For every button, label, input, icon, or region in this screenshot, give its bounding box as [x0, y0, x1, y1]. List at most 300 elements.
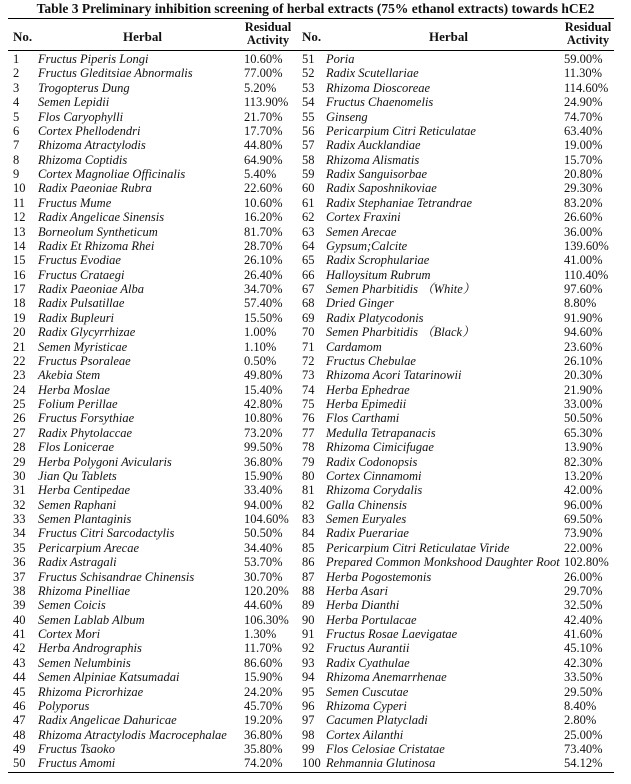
row-number-right: 55: [302, 109, 315, 124]
residual-activity-left: 11.70%: [244, 641, 283, 656]
row-number-left: 13: [13, 224, 26, 239]
residual-activity-left: 57.40%: [244, 296, 283, 311]
row-number-right: 60: [302, 181, 315, 196]
residual-activity-right: 59.00%: [564, 52, 603, 66]
row-number-left: 11: [13, 195, 26, 210]
row-number-right: 84: [302, 526, 315, 541]
residual-activity-left: 94.00%: [244, 497, 283, 512]
row-number-left: 25: [13, 397, 26, 411]
row-number-right: 68: [302, 296, 315, 311]
row-number-right: 93: [302, 655, 315, 670]
residual-activity-right: 69.50%: [564, 512, 603, 526]
row-number-left: 12: [13, 210, 26, 225]
herbal-name-left: Semen Lepidii: [38, 95, 110, 110]
row-number-left: 7: [13, 138, 20, 153]
table-row: [8, 455, 614, 469]
row-number-right: 94: [302, 670, 315, 685]
table-row: [8, 153, 614, 167]
residual-activity-left: 24.20%: [244, 684, 283, 699]
residual-activity-left: 36.80%: [244, 454, 283, 469]
herbal-name-right: Radix Cyathulae: [326, 655, 410, 670]
herbal-name-right: Radix Scutellariae: [326, 66, 419, 81]
row-number-right: 81: [302, 483, 315, 498]
row-number-right: 59: [302, 167, 315, 181]
residual-activity-left: 64.90%: [244, 152, 283, 167]
herbal-name-right: Pericarpium Citri Reticulatae: [326, 123, 476, 138]
herbal-name-left: Radix Phytolaccae: [38, 425, 133, 440]
row-number-left: 24: [13, 382, 26, 397]
table-row: [8, 52, 614, 66]
residual-activity-right: 42.00%: [564, 483, 603, 498]
residual-activity-left: 34.70%: [244, 282, 283, 296]
row-number-left: 9: [13, 167, 20, 181]
herbal-name-right: Fructus Rosae Laevigatae: [326, 627, 458, 641]
row-number-right: 98: [302, 727, 315, 742]
table-row: [8, 239, 614, 253]
residual-activity-right: 26.00%: [564, 569, 603, 584]
residual-activity-right: 42.40%: [564, 612, 603, 627]
row-number-left: 48: [13, 727, 26, 742]
herbal-name-right: Semen Pharbitidis （Black）: [326, 325, 475, 340]
residual-activity-right: 32.50%: [564, 598, 603, 613]
residual-activity-left: 22.60%: [244, 181, 283, 196]
herbal-name-left: Herba Andrographis: [38, 641, 142, 656]
residual-activity-right: 65.30%: [564, 425, 603, 440]
row-number-right: 51: [302, 52, 315, 66]
table-row: [8, 555, 614, 569]
row-number-right: 97: [302, 713, 315, 728]
herbal-name-right: Rhizoma Alismatis: [326, 152, 420, 167]
row-number-left: 2: [13, 66, 20, 81]
herbal-name-right: Radix Aucklandiae: [326, 138, 421, 153]
herbal-name-right: Rhizoma Cimicifugae: [326, 440, 434, 455]
table-row: [8, 253, 614, 267]
residual-activity-left: 1.00%: [244, 325, 277, 340]
row-number-right: 52: [302, 66, 315, 81]
table-row: [8, 699, 614, 713]
herbal-name-right: Rhizoma Anemarrhenae: [326, 670, 447, 685]
herbal-name-left: Flos Caryophylli: [38, 109, 124, 124]
header-herbal-right: Herbal: [429, 29, 468, 44]
residual-activity-left: 104.60%: [244, 512, 289, 526]
row-number-left: 28: [13, 440, 26, 455]
row-number-right: 54: [302, 95, 315, 110]
row-number-left: 10: [13, 181, 26, 196]
herbal-name-left: Radix Paeoniae Alba: [38, 282, 144, 296]
table-row: [8, 627, 614, 641]
row-number-left: 14: [13, 238, 26, 253]
residual-activity-right: 11.30%: [564, 66, 603, 81]
table-row: [8, 541, 614, 555]
herbal-name-left: Cortex Phellodendri: [38, 123, 141, 138]
herbal-name-left: Radix Paeoniae Rubra: [38, 181, 152, 196]
herbal-name-left: Rhizoma Picrorhizae: [38, 684, 144, 699]
herbal-name-left: Semen Nelumbinis: [38, 655, 131, 670]
herbal-name-right: Dried Ginger: [326, 296, 394, 311]
row-number-right: 77: [302, 425, 315, 440]
herbal-name-left: Trogopterus Dung: [38, 80, 130, 95]
table-row: [8, 685, 614, 699]
herbal-name-left: Flos Lonicerae: [38, 440, 115, 455]
herbal-name-left: Semen Raphani: [38, 497, 117, 512]
herbal-name-right: Radix Platycodonis: [326, 310, 424, 325]
herbal-name-right: Rhizoma Acori Tatarinowii: [326, 368, 462, 383]
row-number-right: 91: [302, 627, 315, 641]
herbal-name-right: Herba Asari: [326, 583, 388, 598]
row-number-right: 90: [302, 612, 315, 627]
bottom-rule: [8, 772, 614, 773]
residual-activity-left: 26.10%: [244, 253, 283, 268]
residual-activity-left: 17.70%: [244, 123, 283, 138]
herbal-name-right: Ginseng: [326, 109, 368, 124]
herbal-name-left: Herba Moslae: [38, 382, 110, 397]
herbal-name-right: Rehmannia Glutinosa: [326, 756, 436, 771]
residual-activity-left: 49.80%: [244, 368, 283, 383]
row-number-right: 96: [302, 698, 315, 713]
residual-activity-left: 35.80%: [244, 742, 283, 756]
residual-activity-right: 29.30%: [564, 181, 603, 196]
residual-activity-left: 44.80%: [244, 138, 283, 153]
row-number-right: 86: [302, 555, 315, 570]
table-row: [8, 742, 614, 756]
herbal-name-left: Radix Glycyrrhizae: [38, 325, 136, 340]
table-row: [8, 670, 614, 684]
residual-activity-left: 86.60%: [244, 655, 283, 670]
residual-activity-right: 15.70%: [564, 152, 603, 167]
row-number-left: 41: [13, 627, 26, 641]
row-number-right: 99: [302, 742, 315, 756]
residual-activity-right: 20.80%: [564, 167, 603, 181]
residual-activity-right: 74.70%: [564, 109, 603, 124]
herbal-name-left: Borneolum Syntheticum: [38, 224, 158, 239]
table-row: [8, 225, 614, 239]
residual-activity-left: 16.20%: [244, 210, 283, 225]
row-number-right: 53: [302, 80, 315, 95]
row-number-left: 26: [13, 411, 26, 426]
row-number-left: 37: [13, 569, 26, 584]
residual-activity-right: 8.80%: [564, 296, 597, 311]
residual-activity-left: 34.40%: [244, 540, 283, 555]
residual-activity-right: 41.00%: [564, 253, 603, 268]
row-number-left: 20: [13, 325, 26, 340]
herbal-name-right: Radix Sanguisorbae: [326, 167, 428, 181]
residual-activity-left: 44.60%: [244, 598, 283, 613]
row-number-left: 3: [13, 80, 20, 95]
row-number-right: 85: [302, 540, 315, 555]
row-number-left: 18: [13, 296, 26, 311]
herbal-name-left: Fructus Psoraleae: [38, 353, 131, 368]
table-row: [8, 167, 614, 181]
residual-activity-right: 83.20%: [564, 195, 603, 210]
residual-activity-left: 74.20%: [244, 756, 283, 771]
table-row: [8, 354, 614, 368]
table-row: [8, 426, 614, 440]
herbal-name-left: Fructus Evodiae: [38, 253, 121, 268]
table-row: [8, 397, 614, 411]
residual-activity-left: 0.50%: [244, 353, 277, 368]
residual-activity-left: 73.20%: [244, 425, 283, 440]
header-rule: [8, 50, 614, 51]
table-row: [8, 728, 614, 742]
header-no-right: No.: [302, 29, 322, 44]
herbal-name-left: Semen Alpiniae Katsumadai: [38, 670, 180, 685]
table-row: [8, 411, 614, 425]
residual-activity-left: 10.60%: [244, 52, 283, 66]
residual-activity-right: 19.00%: [564, 138, 603, 153]
row-number-left: 5: [13, 109, 20, 124]
residual-activity-right: 33.00%: [564, 397, 603, 411]
row-number-right: 100: [302, 756, 321, 771]
row-number-right: 89: [302, 598, 315, 613]
row-number-left: 29: [13, 454, 26, 469]
herbal-name-left: Fructus Citri Sarcodactylis: [38, 526, 175, 541]
residual-activity-right: 2.80%: [564, 713, 597, 728]
row-number-left: 44: [13, 670, 26, 685]
header-residual-activity-right: [558, 21, 618, 47]
herbal-name-left: Fructus Gleditsiae Abnormalis: [38, 66, 193, 81]
residual-activity-right: 33.50%: [564, 670, 603, 685]
residual-activity-left: 77.00%: [244, 66, 283, 81]
residual-activity-right: 42.30%: [564, 655, 603, 670]
row-number-left: 22: [13, 353, 26, 368]
residual-activity-right: 26.60%: [564, 210, 603, 225]
table-row: [8, 584, 614, 598]
residual-activity-left: 5.40%: [244, 167, 277, 181]
table-row: [8, 210, 614, 224]
residual-activity-left: 120.20%: [244, 583, 289, 598]
herbal-name-left: Folium Perillae: [38, 397, 118, 411]
herbal-name-left: Jian Qu Tablets: [38, 468, 117, 483]
residual-activity-right: 97.60%: [564, 282, 603, 296]
residual-activity-right: 73.40%: [564, 742, 603, 756]
herbal-name-left: Herba Polygoni Avicularis: [38, 454, 172, 469]
table-row: [8, 196, 614, 210]
herbal-name-left: Radix Astragali: [38, 555, 117, 570]
row-number-left: 36: [13, 555, 26, 570]
herbal-name-right: Medulla Tetrapanacis: [326, 425, 436, 440]
row-number-left: 34: [13, 526, 26, 541]
table-row: [8, 641, 614, 655]
table-row: [8, 81, 614, 95]
herbal-name-right: Flos Carthami: [326, 411, 400, 426]
herbal-name-right: Cortex Cinnamomi: [326, 468, 422, 483]
table-row: [8, 340, 614, 354]
row-number-right: 69: [302, 310, 315, 325]
row-number-right: 75: [302, 397, 315, 411]
table-row: [8, 282, 614, 296]
residual-activity-right: 63.40%: [564, 123, 603, 138]
table-row: [8, 498, 614, 512]
residual-activity-left: 21.70%: [244, 109, 283, 124]
herbal-name-right: Herba Dianthi: [326, 598, 400, 613]
row-number-left: 23: [13, 368, 26, 383]
herbal-name-right: Cortex Ailanthi: [326, 727, 404, 742]
herbal-name-left: Fructus Forsythiae: [38, 411, 135, 426]
row-number-left: 49: [13, 742, 26, 756]
row-number-right: 82: [302, 497, 315, 512]
residual-activity-left: 36.80%: [244, 727, 283, 742]
herbal-name-left: Fructus Mume: [38, 195, 112, 210]
herbal-name-left: Rhizoma Pinelliae: [38, 583, 130, 598]
row-number-left: 15: [13, 253, 26, 268]
herbal-name-right: Rhizoma Dioscoreae: [326, 80, 431, 95]
herbal-name-left: Rhizoma Coptidis: [38, 152, 128, 167]
row-number-left: 46: [13, 698, 26, 713]
herbal-name-right: Semen Arecae: [326, 224, 397, 239]
row-number-left: 16: [13, 267, 26, 282]
table-row: [8, 756, 614, 770]
residual-activity-right: 29.70%: [564, 583, 603, 598]
row-number-left: 39: [13, 598, 26, 613]
row-number-left: 6: [13, 123, 20, 138]
table-row: [8, 469, 614, 483]
residual-activity-right: 91.90%: [564, 310, 603, 325]
herbal-name-left: Herba Centipedae: [38, 483, 130, 498]
residual-activity-left: 99.50%: [244, 440, 283, 455]
residual-activity-left: 10.60%: [244, 195, 283, 210]
residual-activity-right: 25.00%: [564, 727, 603, 742]
residual-activity-right: 23.60%: [564, 339, 603, 354]
table-row: [8, 268, 614, 282]
row-number-right: 71: [302, 339, 315, 354]
residual-activity-right: 24.90%: [564, 95, 603, 110]
table-row: [8, 296, 614, 310]
herbal-name-right: Radix Puerariae: [326, 526, 409, 541]
row-number-right: 66: [302, 267, 315, 282]
herbal-name-right: Herba Epimedii: [326, 397, 407, 411]
row-number-left: 8: [13, 152, 20, 167]
herbal-name-right: Fructus Aurantii: [326, 641, 410, 656]
row-number-right: 74: [302, 382, 315, 397]
table-row: [8, 181, 614, 195]
herbal-name-left: Semen Myristicae: [38, 339, 128, 354]
herbal-name-left: Rhizoma Atractylodis: [38, 138, 146, 153]
herbal-name-right: Poria: [326, 52, 355, 66]
row-number-left: 27: [13, 425, 26, 440]
table-row: [8, 124, 614, 138]
table-row: [8, 526, 614, 540]
herbal-name-right: Herba Ephedrae: [326, 382, 410, 397]
table-row: [8, 368, 614, 382]
residual-activity-right: 73.90%: [564, 526, 603, 541]
residual-activity-right: 110.40%: [564, 267, 609, 282]
herbal-name-left: Pericarpium Arecae: [38, 540, 140, 555]
table-row: [8, 325, 614, 339]
herbal-name-right: Herba Pogostemonis: [326, 569, 432, 584]
residual-activity-left: 15.40%: [244, 382, 283, 397]
row-number-right: 58: [302, 152, 315, 167]
header-residual-label: Residual: [564, 20, 612, 34]
top-rule: [8, 18, 614, 19]
row-number-left: 42: [13, 641, 26, 656]
residual-activity-right: 20.30%: [564, 368, 603, 383]
row-number-right: 61: [302, 195, 315, 210]
row-number-right: 95: [302, 684, 315, 699]
row-number-left: 35: [13, 540, 26, 555]
row-number-right: 70: [302, 325, 315, 340]
herbal-name-left: Fructus Crataegi: [38, 267, 125, 282]
herbal-name-right: Radix Scrophulariae: [326, 253, 430, 268]
table-row: [8, 613, 614, 627]
residual-activity-left: 26.40%: [244, 267, 283, 282]
header-herbal-left: Herbal: [123, 29, 162, 44]
row-number-left: 50: [13, 756, 26, 771]
table-title: Table 3 Preliminary inhibition screening of herbal extracts (75% ethanol extracts) towards hCE2: [36, 1, 595, 16]
residual-activity-left: 106.30%: [244, 612, 289, 627]
row-number-right: 88: [302, 583, 315, 598]
row-number-left: 47: [13, 713, 26, 728]
residual-activity-right: 96.00%: [564, 497, 603, 512]
row-number-right: 67: [302, 282, 315, 296]
residual-activity-right: 8.40%: [564, 698, 597, 713]
row-number-right: 80: [302, 468, 315, 483]
herbal-name-right: Herba Portulacae: [326, 612, 417, 627]
residual-activity-left: 15.90%: [244, 468, 283, 483]
row-number-left: 1: [13, 52, 20, 66]
herbal-name-left: Akebia Stem: [38, 368, 101, 383]
table-body: [8, 52, 614, 771]
table-row: [8, 440, 614, 454]
herbal-name-left: Fructus Piperis Longi: [38, 52, 149, 66]
residual-activity-left: 5.20%: [244, 80, 277, 95]
row-number-right: 62: [302, 210, 315, 225]
residual-activity-right: 50.50%: [564, 411, 603, 426]
row-number-right: 72: [302, 353, 315, 368]
header-no-left: No.: [13, 29, 33, 44]
herbal-name-right: Fructus Chebulae: [326, 353, 416, 368]
herbal-name-left: Fructus Schisandrae Chinensis: [38, 569, 195, 584]
herbal-name-right: Cortex Fraxini: [326, 210, 401, 225]
table-row: [8, 512, 614, 526]
residual-activity-left: 1.30%: [244, 627, 277, 641]
table-row: [8, 483, 614, 497]
herbal-name-right: Cardamom: [326, 339, 382, 354]
row-number-left: 43: [13, 655, 26, 670]
row-number-right: 78: [302, 440, 315, 455]
residual-activity-right: 13.90%: [564, 440, 603, 455]
herbal-name-right: Rhizoma Corydalis: [326, 483, 423, 498]
herbal-name-right: Fructus Chaenomelis: [326, 95, 434, 110]
residual-activity-left: 42.80%: [244, 397, 283, 411]
residual-activity-right: 29.50%: [564, 684, 603, 699]
herbal-name-left: Cortex Magnoliae Officinalis: [38, 167, 186, 181]
header-activity-label: Activity: [566, 33, 610, 47]
herbal-name-right: Cacumen Platycladi: [326, 713, 428, 728]
row-number-right: 64: [302, 238, 315, 253]
row-number-right: 63: [302, 224, 315, 239]
herbal-name-left: Semen Plantaginis: [38, 512, 132, 526]
row-number-right: 76: [302, 411, 315, 426]
row-number-right: 56: [302, 123, 315, 138]
header-activity-label: Activity: [246, 33, 290, 47]
table-row: [8, 95, 614, 109]
residual-activity-left: 10.80%: [244, 411, 283, 426]
residual-activity-right: 41.60%: [564, 627, 603, 641]
residual-activity-right: 54.12%: [564, 756, 603, 771]
row-number-left: 40: [13, 612, 26, 627]
herbal-name-left: Cortex Mori: [38, 627, 101, 641]
herbal-name-left: Polyporus: [38, 698, 90, 713]
residual-activity-left: 113.90%: [244, 95, 289, 110]
row-number-left: 21: [13, 339, 26, 354]
residual-activity-left: 1.10%: [244, 339, 277, 354]
herbal-name-right: Flos Celosiae Cristatae: [326, 742, 445, 756]
residual-activity-left: 50.50%: [244, 526, 283, 541]
residual-activity-right: 94.60%: [564, 325, 603, 340]
herbal-name-left: Semen Lablab Album: [38, 612, 145, 627]
herbal-name-right: Semen Cuscutae: [326, 684, 409, 699]
herbal-name-left: Radix Bupleuri: [38, 310, 115, 325]
